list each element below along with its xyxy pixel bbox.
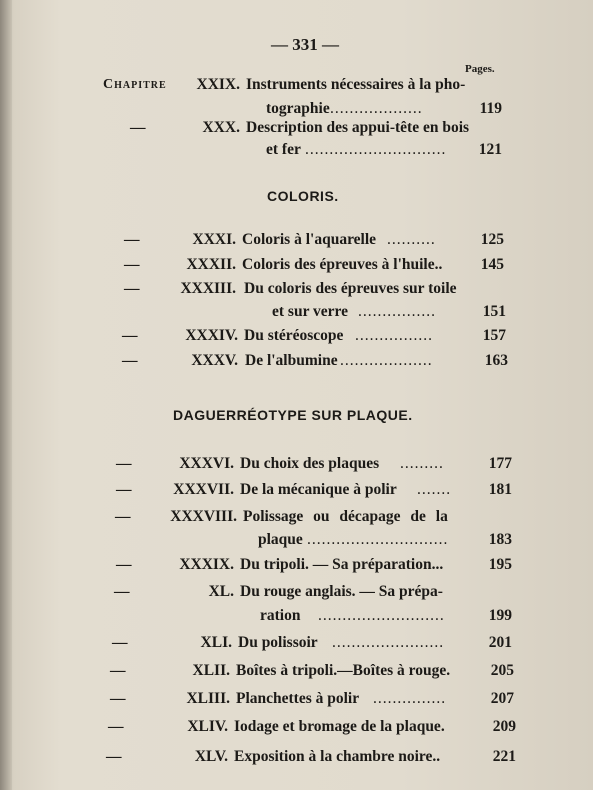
- leader-dots: ................: [355, 327, 433, 344]
- entry-page: 201: [488, 634, 512, 651]
- entry-number: XXXVI.: [179, 455, 234, 472]
- entry-title: Du stéréoscope: [244, 327, 344, 344]
- leader-dots: .......................: [332, 634, 445, 651]
- entry-title-cont: et sur verre: [272, 303, 349, 320]
- entry-dash: —: [116, 455, 132, 472]
- entry-number: XXXIV.: [185, 327, 238, 344]
- entry-page: 157: [482, 327, 506, 344]
- entry-dash: —: [124, 231, 140, 248]
- leader-dots: ...................: [330, 100, 423, 117]
- entry-title: Description des appui-tête en bois: [246, 119, 470, 136]
- leader-dots: .......: [417, 481, 452, 498]
- pages-column-label: Pages.: [465, 63, 495, 75]
- entry-dash: —: [122, 352, 138, 369]
- leader-dots: ...................: [340, 352, 433, 369]
- entry-page: 199: [488, 607, 512, 624]
- entry-dash: —: [130, 119, 146, 136]
- leader-dots: .........: [400, 455, 444, 472]
- entry-title: Instruments nécessaires à la pho-: [246, 76, 466, 93]
- entry-number: XXIX.: [196, 76, 240, 93]
- leader-dots: .............................: [307, 531, 449, 548]
- entry-page: 205: [490, 662, 514, 679]
- entry-number: XLIII.: [186, 690, 230, 707]
- entry-dash: —: [116, 556, 132, 573]
- entry-page: 125: [480, 231, 504, 248]
- leader-dots: .............................: [305, 141, 447, 158]
- entry-title: Polissage ou décapage de la: [243, 508, 448, 525]
- entry-title: De l'albumine: [245, 352, 338, 369]
- entry-page: 119: [479, 100, 502, 117]
- entry-page: 151: [482, 303, 506, 320]
- entry-page: 121: [478, 141, 502, 158]
- leader-dots: ..........................: [318, 607, 445, 624]
- entry-title-cont: ration: [260, 607, 301, 624]
- entry-title-cont: plaque: [258, 531, 303, 548]
- entry-page: 177: [488, 455, 512, 472]
- entry-page: 183: [488, 531, 512, 548]
- entry-number: XLIV.: [187, 718, 228, 735]
- entry-number: XXXII.: [186, 256, 236, 273]
- entry-title: Iodage et bromage de la plaque.: [234, 718, 445, 735]
- leader-dots: ................: [358, 303, 436, 320]
- entry-number: XXXVIII.: [170, 508, 237, 525]
- entry-dash: —: [112, 634, 128, 651]
- entry-dash: —: [106, 748, 122, 765]
- entry-title: Boîtes à tripoli.—Boîtes à rouge.: [236, 662, 451, 679]
- entry-title: Du polissoir: [238, 634, 318, 651]
- chapter-label: Chapitre: [103, 77, 167, 92]
- entry-number: XXX.: [202, 119, 240, 136]
- section-heading-coloris: COLORIS.: [267, 188, 339, 204]
- entry-dash: —: [114, 583, 130, 600]
- leader-dots: ..........: [387, 231, 436, 248]
- entry-number: XXXIII.: [180, 280, 236, 297]
- entry-number: XXXVII.: [173, 481, 234, 498]
- entry-dash: —: [124, 280, 140, 297]
- entry-title: Coloris des épreuves à l'huile..: [242, 256, 443, 273]
- entry-title: Du choix des plaques: [240, 455, 380, 472]
- leader-dots: ...............: [373, 690, 447, 707]
- entry-title-cont: et fer: [266, 141, 301, 158]
- entry-page: 221: [492, 748, 516, 765]
- entry-number: XXXI.: [192, 231, 236, 248]
- entry-number: XLII.: [192, 662, 230, 679]
- book-spine: [0, 0, 12, 790]
- entry-number: XLV.: [194, 748, 228, 765]
- entry-page: 145: [480, 256, 504, 273]
- entry-number: XXXIX.: [179, 556, 234, 573]
- entry-title: De la mécanique à polir: [240, 481, 397, 498]
- entry-title: Exposition à la chambre noire..: [234, 748, 441, 765]
- entry-page: 207: [490, 690, 514, 707]
- entry-page: 181: [488, 481, 512, 498]
- entry-number: XLI.: [200, 634, 232, 651]
- entry-dash: —: [115, 508, 131, 525]
- entry-title: Planchettes à polir: [236, 690, 360, 707]
- entry-dash: —: [122, 327, 138, 344]
- entry-title: Coloris à l'aquarelle: [242, 231, 377, 248]
- entry-title: Du coloris des épreuves sur toile: [244, 280, 457, 297]
- page-number: — 331 —: [271, 35, 339, 54]
- entry-dash: —: [110, 662, 126, 679]
- entry-page: 163: [484, 352, 508, 369]
- entry-dash: —: [110, 690, 126, 707]
- entry-page: 195: [488, 556, 512, 573]
- entry-dash: —: [116, 481, 132, 498]
- entry-dash: —: [124, 256, 140, 273]
- entry-number: XXXV.: [191, 352, 238, 369]
- entry-dash: —: [108, 718, 124, 735]
- section-heading-daguerreotype: DAGUERRÉOTYPE SUR PLAQUE.: [173, 407, 413, 423]
- entry-number: XL.: [208, 583, 234, 600]
- entry-title-cont: tographie: [266, 100, 330, 117]
- entry-page: 209: [492, 718, 516, 735]
- entry-title: Du rouge anglais. — Sa prépa-: [240, 583, 443, 600]
- entry-title: Du tripoli. — Sa préparation...: [240, 556, 444, 573]
